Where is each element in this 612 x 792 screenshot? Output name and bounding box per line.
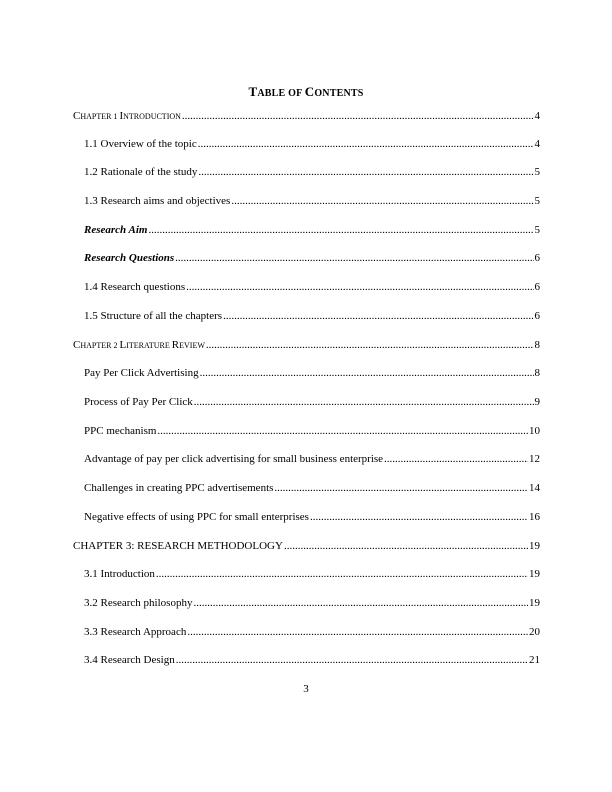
toc-entry[interactable]: [84, 194, 540, 208]
toc-entry-label: 1.2 Rationale of the study: [84, 166, 198, 178]
toc-page-number: 4: [534, 110, 540, 122]
toc-page-number: 5: [534, 195, 540, 207]
page-number: 3: [303, 683, 309, 695]
toc-page-number: 6: [534, 281, 540, 293]
toc-entry-label: 3.2 Research philosophy: [84, 597, 193, 609]
toc-leader-dots: [206, 338, 534, 352]
toc-leader-dots: [193, 596, 528, 610]
toc-page-number: 20: [529, 626, 540, 638]
toc-leader-dots: [198, 165, 533, 179]
toc-entry-chapter-3[interactable]: [73, 539, 540, 553]
toc-entry-label: 1.3 Research aims and objectives: [84, 195, 231, 207]
toc-leader-dots: [148, 223, 533, 237]
toc-entry-label: CHAPTER 2 LITERATURE REVIEW: [73, 339, 205, 351]
toc-entry-label: 1.1 Overview of the topic: [84, 138, 197, 150]
toc-leader-dots: [156, 567, 528, 581]
toc-page-number: 4: [534, 138, 540, 150]
toc-page-number: 6: [534, 310, 540, 322]
toc-entry[interactable]: [84, 424, 540, 438]
toc-entry-label: 3.3 Research Approach: [84, 626, 187, 638]
toc-entry-label: Pay Per Click Advertising: [84, 367, 199, 379]
toc-page-number: 12: [529, 453, 540, 465]
toc-entry[interactable]: [84, 280, 540, 294]
toc-leader-dots: [194, 395, 534, 409]
toc-page-number: 8: [534, 367, 540, 379]
toc-entry[interactable]: [84, 452, 540, 466]
toc-entry-research-aim[interactable]: [84, 223, 540, 237]
toc-leader-dots: [186, 280, 533, 294]
toc-entry-label: Advantage of pay per click advertising for small business enterprise: [84, 453, 384, 465]
toc-entry[interactable]: [84, 653, 540, 667]
toc-entry-label: Process of Pay Per Click: [84, 396, 193, 408]
toc-page-number: 10: [529, 425, 540, 437]
toc-entry[interactable]: [84, 309, 540, 323]
toc-leader-dots: [157, 424, 528, 438]
toc-leader-dots: [176, 653, 528, 667]
toc-entry-label: 3.1 Introduction: [84, 568, 155, 580]
toc-entry-research-questions[interactable]: [84, 251, 540, 265]
toc-page-number: 8: [534, 339, 540, 351]
toc-leader-dots: [182, 109, 534, 123]
toc-page-number: 16: [529, 511, 540, 523]
toc-entry-chapter-2[interactable]: [73, 338, 540, 352]
toc-entry[interactable]: [84, 567, 540, 581]
toc-page-number: 19: [529, 568, 540, 580]
toc-page-number: 6: [534, 252, 540, 264]
toc-page-number: 19: [529, 597, 540, 609]
toc-leader-dots: [384, 452, 528, 466]
toc-page-number: 5: [534, 224, 540, 236]
toc-leader-dots: [284, 539, 528, 553]
toc-entry-chapter-1[interactable]: [73, 109, 540, 123]
toc-leader-dots: [231, 194, 533, 208]
toc-entry[interactable]: [84, 137, 540, 151]
toc-entry-label: Research Aim: [84, 224, 148, 236]
toc-entry-label: Research Questions: [84, 252, 175, 264]
toc-entry-label: CHAPTER 1 INTRODUCTION: [73, 110, 181, 122]
toc-entry-label: CHAPTER 3: RESEARCH METHODOLOGY: [73, 540, 283, 552]
toc-entry-label: PPC mechanism: [84, 425, 157, 437]
toc-entry[interactable]: [84, 165, 540, 179]
toc-entry-label: 1.5 Structure of all the chapters: [84, 310, 223, 322]
toc-leader-dots: [310, 510, 528, 524]
toc-page-number: 21: [529, 654, 540, 666]
toc-entry[interactable]: [84, 510, 540, 524]
toc-page-number: 9: [534, 396, 540, 408]
toc-entry-label: Challenges in creating PPC advertisements: [84, 482, 274, 494]
toc-page-number: 5: [534, 166, 540, 178]
toc-entry[interactable]: [84, 625, 540, 639]
toc-leader-dots: [198, 137, 534, 151]
toc-leader-dots: [200, 366, 534, 380]
toc-page-number: 19: [529, 540, 540, 552]
toc-entry-label: Negative effects of using PPC for small enterprises: [84, 511, 309, 523]
toc-leader-dots: [274, 481, 528, 495]
toc-leader-dots: [187, 625, 528, 639]
toc-entry-label: 1.4 Research questions: [84, 281, 186, 293]
toc-entry[interactable]: [84, 596, 540, 610]
toc-leader-dots: [223, 309, 533, 323]
toc-title: TABLE OF CONTENTS: [248, 84, 364, 99]
toc-entry[interactable]: [84, 366, 540, 380]
toc-page-number: 14: [529, 482, 540, 494]
toc-leader-dots: [175, 251, 533, 265]
toc-entry[interactable]: [84, 395, 540, 409]
toc-entry[interactable]: [84, 481, 540, 495]
toc-entry-label: 3.4 Research Design: [84, 654, 175, 666]
